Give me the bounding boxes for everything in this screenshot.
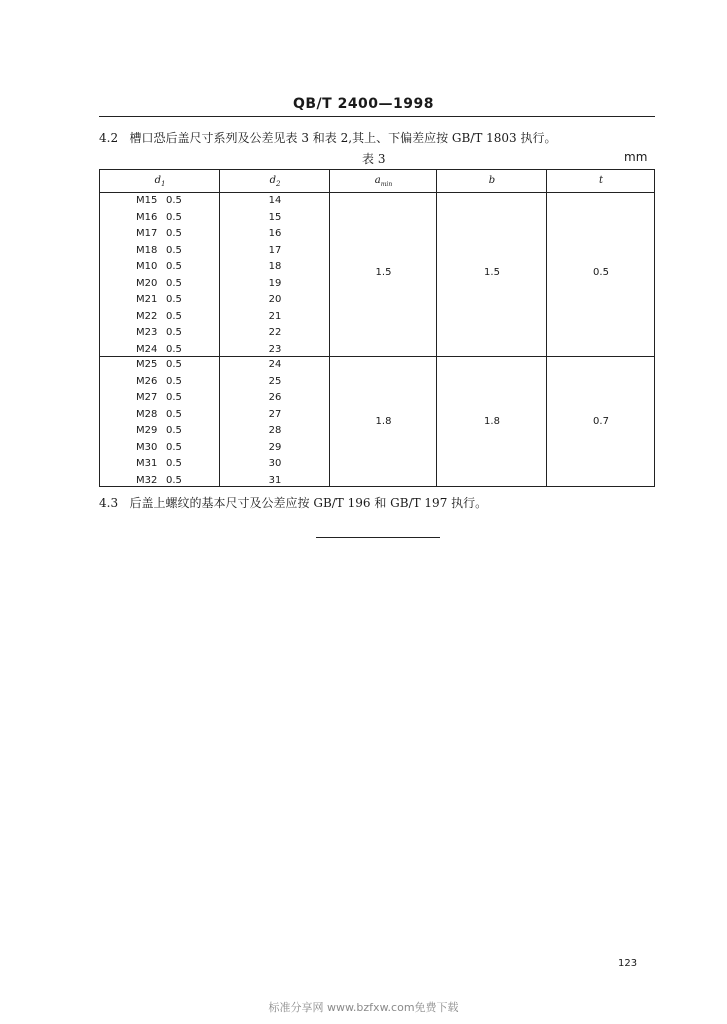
table-row: [100, 292, 220, 309]
col-divider: [546, 170, 547, 486]
header-t: t: [598, 175, 604, 186]
table-row: [100, 210, 220, 227]
table-row: [100, 325, 220, 342]
table-row: [100, 440, 220, 457]
section-text: 后盖上螺纹的基本尺寸及公差应按 GB/T 196 和 GB/T 197 执行。: [129, 496, 488, 510]
watermark: 标准分享网 www.bzfxw.com免费下载: [268, 1001, 459, 1014]
table-row: [100, 259, 220, 276]
cell-thread: M10: [136, 261, 158, 272]
cell-pitch: 0.5: [166, 277, 182, 289]
cell-pitch: 0.5: [166, 474, 182, 486]
table-row: [100, 390, 220, 407]
header-amin-letter: a: [374, 175, 381, 186]
cell-d2: 31: [268, 474, 282, 486]
cell-thread: M30: [136, 441, 158, 453]
cell-thread: M26: [136, 375, 158, 387]
cell-pitch: 0.5: [166, 195, 182, 206]
cell-pitch: 0.5: [166, 294, 182, 305]
cell-pitch: 0.5: [166, 441, 182, 453]
header-d2-sub: 2: [275, 180, 281, 188]
cell-thread: M25: [136, 359, 158, 370]
group-2-amin: 1.8: [375, 416, 392, 427]
table-row: [100, 357, 220, 374]
cell-thread: M31: [136, 458, 158, 469]
table-unit: mm: [624, 150, 648, 164]
cell-d2: 23: [268, 343, 282, 355]
cell-pitch: 0.5: [166, 375, 182, 387]
cell-d2: 25: [268, 375, 282, 387]
cell-pitch: 0.5: [166, 211, 182, 223]
cell-pitch: 0.5: [166, 343, 182, 355]
section-text: 槽口恐后盖尺寸系列及公差见表 3 和表 2,其上、下偏差应按 GB/T 1803 执行。: [129, 131, 557, 145]
header-rule: [99, 116, 655, 117]
cell-pitch: 0.5: [166, 458, 182, 469]
section-4-2: [99, 131, 557, 145]
cell-thread: M28: [136, 408, 158, 420]
cell-d2: 16: [268, 228, 282, 239]
cell-thread: M23: [136, 327, 158, 338]
cell-d2: 19: [268, 277, 282, 289]
header-b: b: [488, 175, 496, 186]
cell-d2: 20: [268, 294, 282, 305]
cell-d2: 24: [268, 359, 282, 370]
table-row: [100, 407, 220, 424]
cell-thread: M20: [136, 277, 158, 289]
table-row: [100, 456, 220, 473]
table-row: [100, 309, 220, 326]
group-2-b: 1.8: [484, 416, 500, 427]
header-amin-sub: min: [380, 181, 393, 188]
cell-d2: 22: [268, 327, 282, 338]
cell-pitch: 0.5: [166, 228, 182, 239]
cell-thread: M16: [136, 211, 158, 223]
table-row: [100, 342, 220, 359]
cell-d2: 17: [268, 244, 282, 256]
cell-d2: 28: [268, 425, 282, 436]
table-caption: 表 3: [362, 152, 386, 166]
table-row: [100, 193, 220, 210]
cell-pitch: 0.5: [166, 310, 182, 322]
cell-thread: M17: [136, 228, 158, 239]
cell-d2: 26: [268, 392, 282, 403]
cell-pitch: 0.5: [166, 392, 182, 403]
cell-pitch: 0.5: [166, 425, 182, 436]
cell-thread: M32: [136, 474, 158, 486]
section-number: 4.2: [99, 131, 119, 145]
table-row: [100, 226, 220, 243]
cell-pitch: 0.5: [166, 408, 182, 420]
section-number: 4.3: [99, 496, 119, 510]
group-1-t: 0.5: [593, 267, 609, 278]
table-row: [100, 473, 220, 490]
cell-d2: 29: [268, 441, 282, 453]
table-row: [100, 423, 220, 440]
group-1-b: 1.5: [484, 267, 500, 278]
cell-thread: M15: [136, 195, 158, 206]
cell-d2: 30: [268, 458, 282, 469]
cell-d2: 27: [268, 408, 282, 420]
cell-pitch: 0.5: [166, 327, 182, 338]
header-d2-letter: d: [269, 175, 276, 186]
cell-d2: 15: [268, 211, 282, 223]
cell-thread: M24: [136, 343, 158, 355]
cell-thread: M27: [136, 392, 158, 403]
group-1-amin: 1.5: [375, 267, 392, 278]
cell-pitch: 0.5: [166, 261, 182, 272]
header-title: QB/T 2400—1998: [292, 96, 435, 112]
table-3: [99, 169, 655, 487]
table-row: [100, 243, 220, 260]
cell-d2: 18: [268, 261, 282, 272]
cell-thread: M29: [136, 425, 158, 436]
header-d2: [220, 170, 330, 192]
cell-thread: M21: [136, 294, 158, 305]
header-amin: [330, 170, 437, 192]
group-2-t: 0.7: [593, 416, 609, 427]
cell-d2: 21: [268, 310, 282, 322]
cell-thread: M18: [136, 244, 158, 256]
col-divider: [436, 170, 437, 486]
cell-pitch: 0.5: [166, 359, 182, 370]
cell-thread: M22: [136, 310, 158, 322]
header-d1: [100, 170, 220, 192]
table-row: [100, 276, 220, 293]
cell-pitch: 0.5: [166, 244, 182, 256]
section-4-3: [99, 496, 487, 510]
end-rule: [316, 537, 440, 538]
header-d1-sub: 1: [160, 180, 166, 188]
table-row: [100, 374, 220, 391]
header-d1-letter: d: [154, 175, 161, 186]
page-number: 123: [618, 958, 638, 969]
cell-d2: 14: [268, 195, 282, 206]
